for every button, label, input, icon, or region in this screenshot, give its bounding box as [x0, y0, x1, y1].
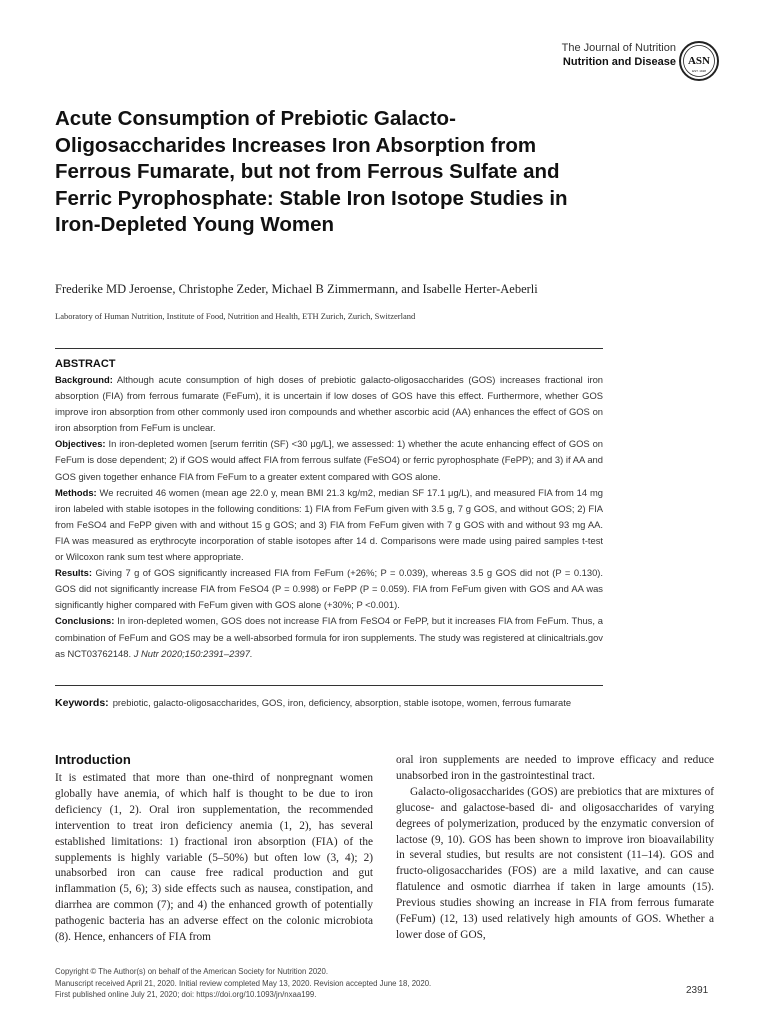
intro-paragraph-1-cont: oral iron supplements are needed to improve efficacy and reduce unabsorbed iron in the gastrointestinal tract. [396, 754, 714, 782]
keywords [55, 694, 603, 712]
abstract-top-rule [55, 348, 603, 349]
publication-doi: First published online July 21, 2020; doi: https://doi.org/10.1093/jn/nxaa199. [55, 990, 317, 999]
journal-header [562, 41, 676, 70]
abstract-results [55, 565, 603, 613]
objectives-label: Objectives: [55, 438, 106, 450]
objectives-text: In iron-depleted women [serum ferritin (SF) <30 μg/L], we assessed: 1) whether the acute enhancing effect of GOS on FeFum is dose dependent; 2) if GOS would affect FIA from ferrous sulfate (FeSO4) or ferric pyrophosphate (FePP); and 3) if AA and GOS given together enhance FIA from FeFum to a greater extent compared with GOS alone. [55, 438, 603, 482]
methods-text: We recruited 46 women (mean age 22.0 y, mean BMI 21.3 kg/m2, median SF 17.1 μg/L), and measured FIA from 14 mg iron labeled with stable isotopes in the following conditions: 1) FIA from FeFum given with 3.5 g, 7 g GOS, and without GOS; 2) FIA from FeSO4 and FePP given with and without 15 g GOS; and 3) FIA from FeFum given with 7 g GOS with and without 93 mg AA. FIA was measured as erythrocyte incorporation of stable isotopes after 14 d. Comparisons were made using paired samples t-test or Wilcoxon rank sum test where appropriate. [55, 486, 603, 563]
results-text: Giving 7 g of GOS significantly increased FIA from FeFum (+26%; P = 0.039), whereas 3.5 g GOS did not (P = 0.130). GOS did not significantly increase FIA from FeSO4 (P = 0.998) or FePP (P = 0.059). FIA from FeFum given with GOS and AA was significantly higher compared with FeFum given with GOS alone (+30%; P <0.001). [55, 567, 604, 611]
body-left-column [55, 771, 373, 946]
abstract-objectives [55, 436, 603, 484]
journal-citation: J Nutr 2020;150:2391–2397. [133, 647, 253, 659]
abstract-heading: ABSTRACT [55, 358, 116, 370]
page-number: 2391 [686, 985, 709, 996]
abstract [55, 356, 603, 662]
svg-text:EST. 1928: EST. 1928 [692, 69, 706, 73]
keywords-rule [55, 685, 603, 686]
copyright: Copyright © The Author(s) on behalf of the American Society for Nutrition 2020. [55, 967, 329, 976]
abstract-background [55, 372, 603, 436]
body-right-column [396, 753, 714, 944]
asn-logo-icon [678, 40, 720, 82]
introduction-heading: Introduction [55, 752, 131, 767]
conclusions-label: Conclusions: [55, 615, 115, 627]
intro-paragraph-1: It is estimated that more than one-third of nonpregnant women globally have anemia, of which half is thought to be due to iron deficiency (1, 2). Oral iron supplementation, the recommended intervention to treat iron deficiency anemia (1, 2), has several established limitations: 1) fractional iron absorption (FIA) of the supplements is highly variable (5–50%) but often low (3, 4); 2) unabsorbed iron can cause free radical production and gut inflammation (5, 6); 3) side effects such as nausea, constipation, and diarrhea are common (7); and 4) the enhanced growth of potentially pathogenic bacteria has an adverse effect on the colonic microbiota (8). Hence, enhancers of FIA from [55, 772, 373, 944]
article-title: Acute Consumption of Prebiotic Galacto-Oligosaccharides Increases Iron Absorption from Ferrous Fumarate, but not from Ferrous Sulfate and Ferric Pyrophosphate: Stable Iron Isotope Studies in Iron-Depleted Young Women [55, 107, 568, 236]
background-label: Background: [55, 374, 113, 385]
intro-paragraph-2: Galacto-oligosaccharides (GOS) are prebiotics that are mixtures of glucose- and galactose-based di- and oligosaccharides of varying degrees of polymerization, produced by the enzymatic conversion of lactose (9, 10). GOS has been shown to improve iron bioavailability in several studies, but results are not consistent (11–14). GOS and fructo-oligosaccharides (FOS) are a mild laxative, and can cause flatulence and osmotic diarrhea if taken in large amounts (15). Previous studies showing an increase in FIA from ferrous fumarate (FeFum) (12, 13) used relatively high amounts of GOS. Whether a lower dose of GOS, [396, 785, 714, 941]
methods-label: Methods: [55, 486, 97, 498]
journal-section: Nutrition and Disease [562, 56, 676, 68]
abstract-methods [55, 485, 603, 565]
background-text: Although acute consumption of high doses of prebiotic galacto-oligosaccharides (GOS) increases fractional iron absorption (FIA) from ferrous fumarate (FeFum), it is uncertain if low doses of GOS have this effect. Furthermore, whether GOS improve iron absorption from other commonly used iron compounds and whether ascorbic acid (AA) enhances the effect of GOS on iron absorption from FeFum is unclear. [55, 374, 603, 434]
affiliation: Laboratory of Human Nutrition, Institute of Food, Nutrition and Health, ETH Zurich, Zurich, Switzerland [55, 311, 416, 321]
keywords-label: Keywords: [55, 697, 109, 709]
conclusions-text: In iron-depleted women, GOS does not increase FIA from FeSO4 or FePP, but it increases FIA from FeFum. Thus, a combination of FeFum and GOS may be a well-absorbed formula for iron supplements. The study was registered at clinicaltrials.gov as NCT03762148. [55, 615, 603, 659]
results-label: Results: [55, 567, 92, 579]
footer [55, 966, 431, 1001]
authors: Frederike MD Jeroense, Christophe Zeder, Michael B Zimmermann, and Isabelle Herter-Aeberli [55, 282, 538, 296]
journal-name: The Journal of Nutrition [561, 42, 676, 54]
svg-text:ASN: ASN [687, 55, 711, 67]
keywords-text: prebiotic, galacto-oligosaccharides, GOS, iron, deficiency, absorption, stable isotope, women, ferrous fumarate [112, 697, 572, 708]
manuscript-dates: Manuscript received April 21, 2020. Initial review completed May 13, 2020. Revision accepted June 18, 2020. [55, 978, 432, 988]
abstract-conclusions [55, 613, 603, 661]
